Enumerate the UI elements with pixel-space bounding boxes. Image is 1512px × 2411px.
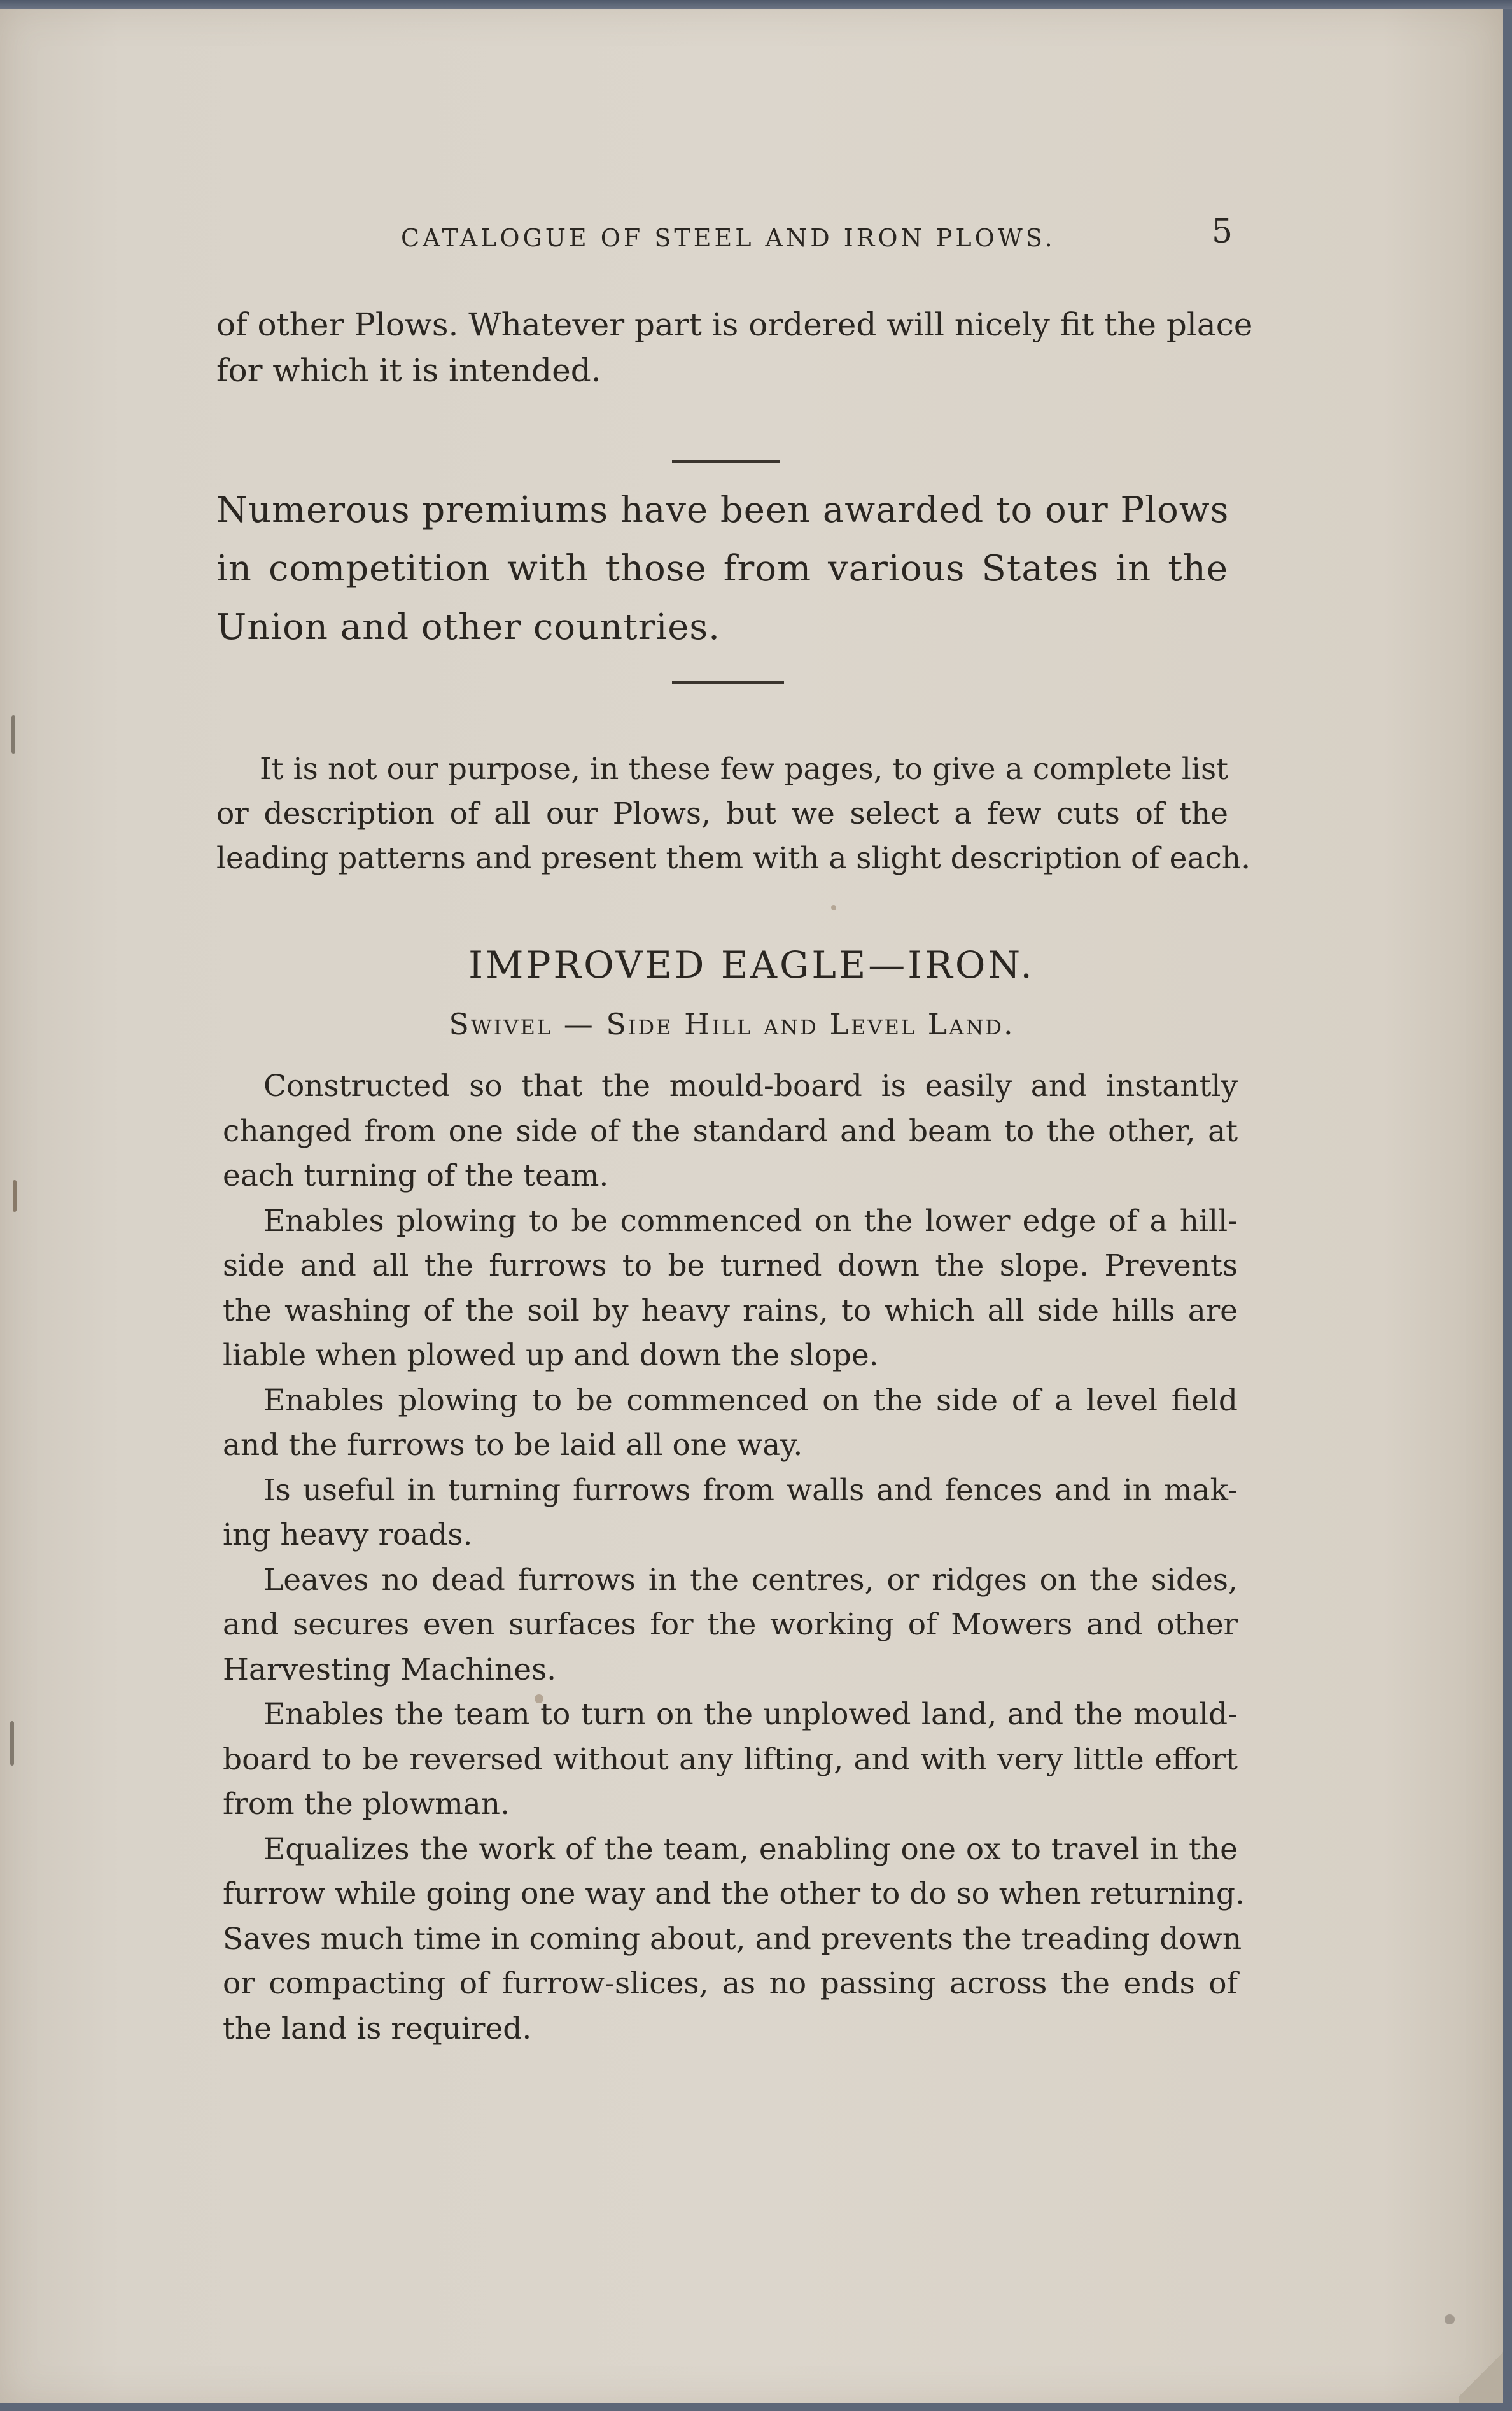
text-line: changed from one side of the standard and beam to the other, at — [223, 1113, 1238, 1149]
text-line: and secures even surfaces for the working of Mowers and other — [223, 1607, 1238, 1642]
text-line: It is not our purpose, in these few pages, to give a complete list — [260, 752, 1228, 787]
intro-paragraph — [216, 302, 1253, 393]
text-line: Constructed so that the mould-board is easily and instantly — [263, 1069, 1238, 1104]
text-line: side and all the furrows to be turned down the slope. Prevents — [223, 1248, 1238, 1283]
text-line: furrow while going one way and the other to do so when returning. — [223, 1876, 1245, 1911]
text-line: liable when plowed up and down the slope. — [223, 1338, 879, 1373]
text-line: Enables plowing to be commenced on the lower edge of a hill- — [263, 1203, 1238, 1239]
divider-rule — [672, 460, 780, 463]
body-paragraph — [223, 1692, 1238, 1827]
margin-stain — [11, 715, 15, 754]
body-paragraph — [223, 1379, 1238, 1468]
margin-stain — [10, 1721, 14, 1766]
page-number: 5 — [1212, 213, 1233, 251]
text-line: Union and other countries. — [216, 607, 720, 648]
paper-spot — [1445, 2314, 1455, 2324]
text-line: Leaves no dead furrows in the centres, or ridges on the sides, — [263, 1562, 1238, 1598]
text-line: Harvesting Machines. — [223, 1652, 557, 1687]
text-line: Numerous premiums have been awarded to our Plows — [216, 489, 1229, 531]
text-line: for which it is intended. — [216, 352, 601, 389]
body-paragraph — [223, 1199, 1238, 1379]
divider-rule — [672, 681, 784, 684]
body-paragraph — [223, 1468, 1238, 1558]
purpose-paragraph — [216, 747, 1251, 881]
text-line: or description of all our Plows, but we select a few cuts of the — [216, 796, 1228, 831]
text-line: from the plowman. — [223, 1787, 510, 1822]
text-line: in competition with those from various States in the — [216, 548, 1228, 589]
text-line: the land is required. — [223, 2011, 532, 2046]
page-header — [0, 213, 1503, 262]
section-title: IMPROVED EAGLE—IRON. — [468, 943, 1035, 987]
body-paragraph — [223, 1827, 1245, 2052]
text-line: of other Plows. Whatever part is ordered will nicely fit the place — [216, 306, 1253, 343]
text-line: Enables plowing to be commenced on the side of a level field — [263, 1382, 1238, 1418]
text-line: Is useful in turning furrows from walls and fences and in mak- — [263, 1472, 1238, 1508]
text-line: Equalizes the work of the team, enabling one ox to travel in the — [263, 1831, 1238, 1867]
body-paragraph — [223, 1558, 1238, 1693]
premiums-paragraph — [216, 481, 1228, 657]
section-body — [223, 1064, 1245, 2051]
text-line: and the furrows to be laid all one way. — [223, 1428, 803, 1463]
page-corner — [1459, 2346, 1503, 2403]
text-line: the washing of the soil by heavy rains, to which all side hills are — [223, 1293, 1238, 1328]
text-line: ing heavy roads. — [223, 1517, 473, 1552]
text-line: or compacting of furrow-slices, as no passing across the ends of — [223, 1966, 1238, 2001]
paper-spot — [535, 1694, 543, 1703]
section-subtitle: Swivel — Side Hill and Level Land. — [449, 1007, 1015, 1041]
text-line: each turning of the team. — [223, 1158, 609, 1193]
paper-spot — [831, 905, 836, 910]
running-head: CATALOGUE OF STEEL AND IRON PLOWS. — [401, 224, 1056, 252]
text-line: board to be reversed without any lifting, and with very little effort — [223, 1741, 1238, 1777]
text-line: Saves much time in coming about, and prevents the treading down — [223, 1921, 1242, 1957]
text-line: Enables the team to turn on the unplowed land, and the mould- — [263, 1697, 1238, 1732]
body-paragraph — [223, 1064, 1238, 1199]
text-line: leading patterns and present them with a slight description of each. — [216, 841, 1251, 876]
scan-top-edge — [0, 0, 1512, 9]
book-page — [0, 9, 1503, 2403]
margin-stain — [13, 1180, 17, 1212]
